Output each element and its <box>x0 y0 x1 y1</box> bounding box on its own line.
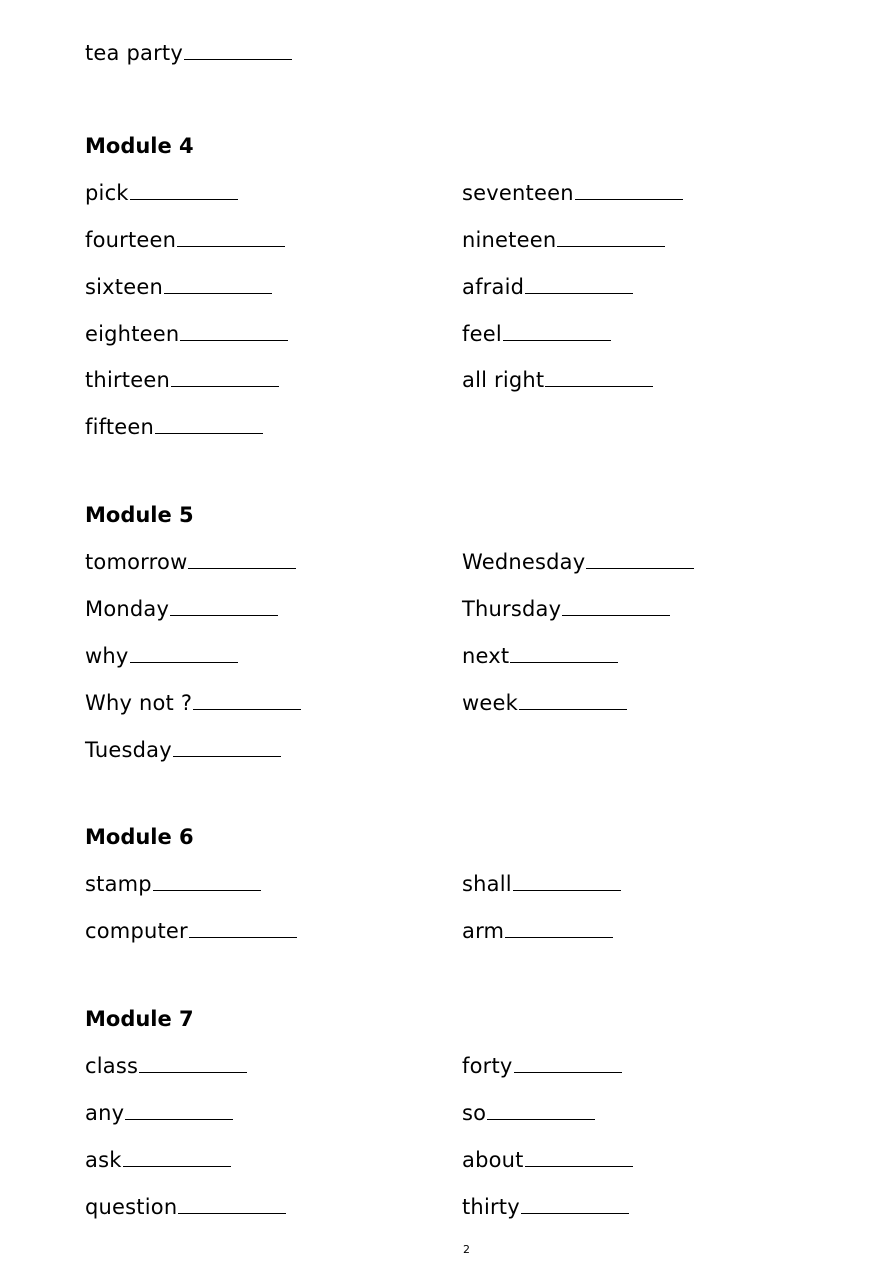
module-heading: Module 4 <box>85 134 194 158</box>
vocab-item: seventeen <box>462 180 683 206</box>
answer-blank[interactable] <box>180 322 288 341</box>
answer-blank[interactable] <box>487 1101 595 1120</box>
answer-blank[interactable] <box>193 691 301 710</box>
vocab-item: afraid <box>462 274 633 300</box>
answer-blank[interactable] <box>188 550 296 569</box>
answer-blank[interactable] <box>164 275 272 294</box>
answer-blank[interactable] <box>557 228 665 247</box>
vocab-item: fourteen <box>85 227 285 253</box>
vocab-item: sixteen <box>85 274 272 300</box>
answer-blank[interactable] <box>139 1054 247 1073</box>
answer-blank[interactable] <box>514 1054 622 1073</box>
answer-blank[interactable] <box>155 415 263 434</box>
vocab-item: question <box>85 1194 286 1220</box>
vocab-item: Thursday <box>462 596 670 622</box>
answer-blank[interactable] <box>130 644 238 663</box>
answer-blank[interactable] <box>189 919 297 938</box>
answer-blank[interactable] <box>545 368 653 387</box>
answer-blank[interactable] <box>177 228 285 247</box>
answer-blank[interactable] <box>525 275 633 294</box>
vocab-item: next <box>462 643 618 669</box>
vocab-item: so <box>462 1100 595 1126</box>
vocab-item: stamp <box>85 871 261 897</box>
answer-blank[interactable] <box>513 872 621 891</box>
module-heading: Module 6 <box>85 825 194 849</box>
vocab-item: any <box>85 1100 233 1126</box>
vocab-item: computer <box>85 918 297 944</box>
vocab-item: forty <box>462 1053 622 1079</box>
vocab-item: why <box>85 643 238 669</box>
vocab-item: arm <box>462 918 613 944</box>
vocab-item: week <box>462 690 627 716</box>
vocab-item: about <box>462 1147 633 1173</box>
vocab-item: fifteen <box>85 414 263 440</box>
vocab-item: Wednesday <box>462 549 694 575</box>
vocab-item: Monday <box>85 596 278 622</box>
answer-blank[interactable] <box>562 597 670 616</box>
answer-blank[interactable] <box>184 41 292 60</box>
module-heading: Module 7 <box>85 1007 194 1031</box>
answer-blank[interactable] <box>575 181 683 200</box>
answer-blank[interactable] <box>519 691 627 710</box>
vocab-item: pick <box>85 180 238 206</box>
vocab-item: all right <box>462 367 653 393</box>
vocab-item: thirty <box>462 1194 629 1220</box>
answer-blank[interactable] <box>153 872 261 891</box>
answer-blank[interactable] <box>125 1101 233 1120</box>
module-heading: Module 5 <box>85 503 194 527</box>
vocab-item: thirteen <box>85 367 279 393</box>
vocab-item: nineteen <box>462 227 665 253</box>
vocab-item: ask <box>85 1147 231 1173</box>
vocab-item: eighteen <box>85 321 288 347</box>
vocab-item: feel <box>462 321 611 347</box>
answer-blank[interactable] <box>178 1195 286 1214</box>
answer-blank[interactable] <box>170 597 278 616</box>
answer-blank[interactable] <box>586 550 694 569</box>
answer-blank[interactable] <box>130 181 238 200</box>
vocab-item: class <box>85 1053 247 1079</box>
page-number: 2 <box>463 1243 470 1256</box>
vocab-item: Why not ? <box>85 690 301 716</box>
vocab-item: tomorrow <box>85 549 296 575</box>
vocab-item: Tuesday <box>85 737 281 763</box>
vocab-item: tea party <box>85 40 292 66</box>
answer-blank[interactable] <box>503 322 611 341</box>
answer-blank[interactable] <box>505 919 613 938</box>
answer-blank[interactable] <box>521 1195 629 1214</box>
answer-blank[interactable] <box>510 644 618 663</box>
answer-blank[interactable] <box>171 368 279 387</box>
answer-blank[interactable] <box>123 1148 231 1167</box>
answer-blank[interactable] <box>173 738 281 757</box>
answer-blank[interactable] <box>525 1148 633 1167</box>
vocab-item: shall <box>462 871 621 897</box>
